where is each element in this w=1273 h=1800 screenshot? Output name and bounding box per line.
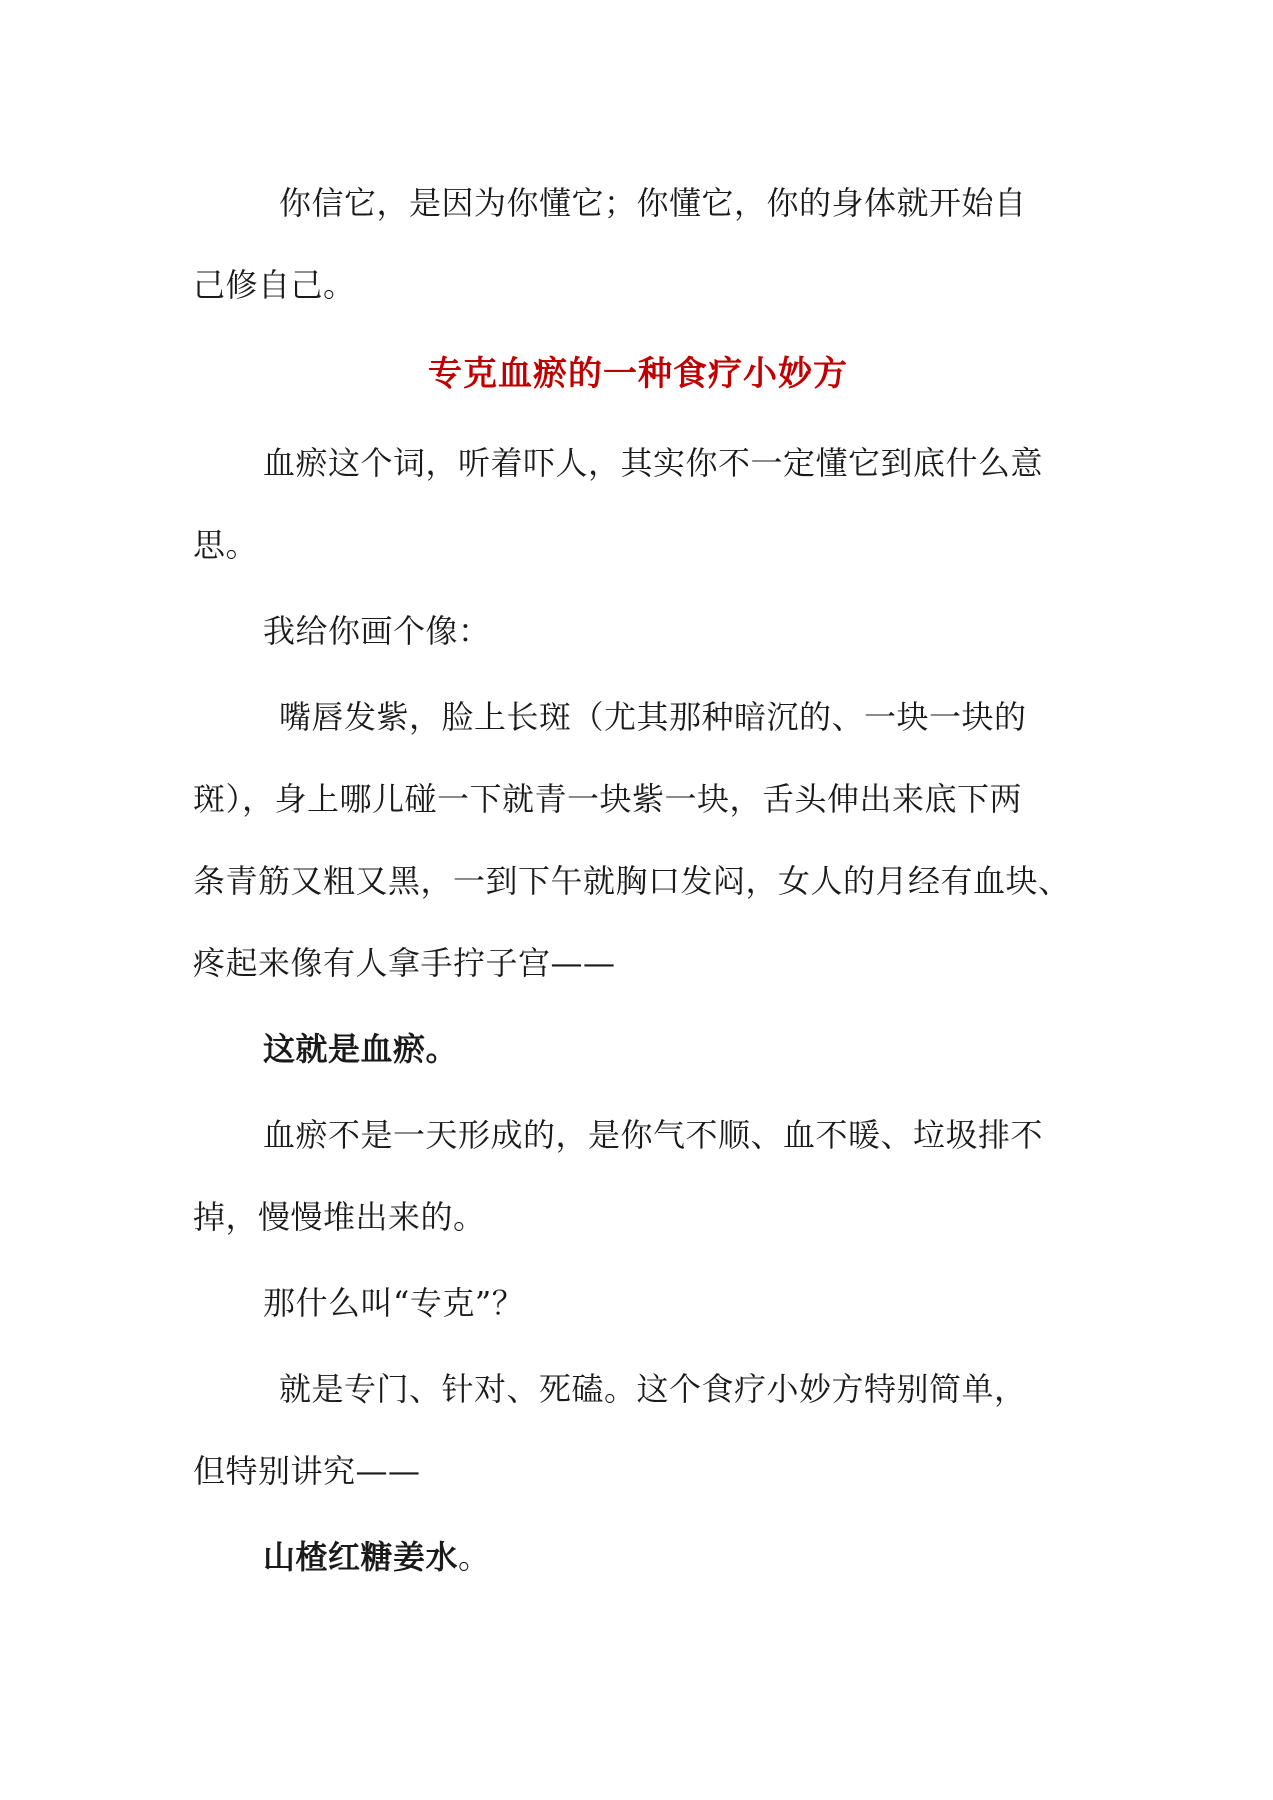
recipe-name: 山楂红糖姜水	[263, 1538, 459, 1576]
paragraph-line: 就是专门、针对、死磕。这个食疗小妙方特别简单，	[279, 1370, 1027, 1408]
paragraph-line: 你信它，是因为你懂它；你懂它，你的身体就开始自	[279, 184, 1027, 222]
paragraph-line: 那什么叫“专克”？	[263, 1284, 525, 1322]
paragraph-line: 嘴唇发紫，脸上长斑（尤其那种暗沉的、一块一块的	[279, 698, 1027, 736]
paragraph-line: 但特别讲究——	[193, 1452, 421, 1490]
recipe-name-period: 。	[458, 1538, 491, 1576]
recipe-name-line	[193, 1516, 1083, 1598]
paragraph-line: 我给你画个像：	[263, 612, 491, 650]
section-heading: 专克血瘀的一种食疗小妙方	[428, 354, 848, 394]
paragraph-line: 思。	[193, 526, 259, 564]
paragraph-line: 血瘀这个词，听着吓人，其实你不一定懂它到底什么意	[263, 444, 1044, 482]
paragraph-line: 斑），身上哪儿碰一下就青一块紫一块，舌头伸出来底下两	[193, 780, 1023, 818]
document-page	[193, 162, 1083, 1598]
bold-statement: 这就是血瘀。	[263, 1030, 459, 1068]
paragraph-line: 己修自己。	[193, 266, 356, 304]
paragraph-line: 条青筋又粗又黑，一到下午就胸口发闷，女人的月经有血块、	[193, 862, 1071, 900]
paragraph-line: 血瘀不是一天形成的，是你气不顺、血不暖、垃圾排不	[263, 1116, 1044, 1154]
paragraph-line: 疼起来像有人拿手拧子宫——	[193, 944, 616, 982]
paragraph-line: 掉，慢慢堆出来的。	[193, 1198, 486, 1236]
